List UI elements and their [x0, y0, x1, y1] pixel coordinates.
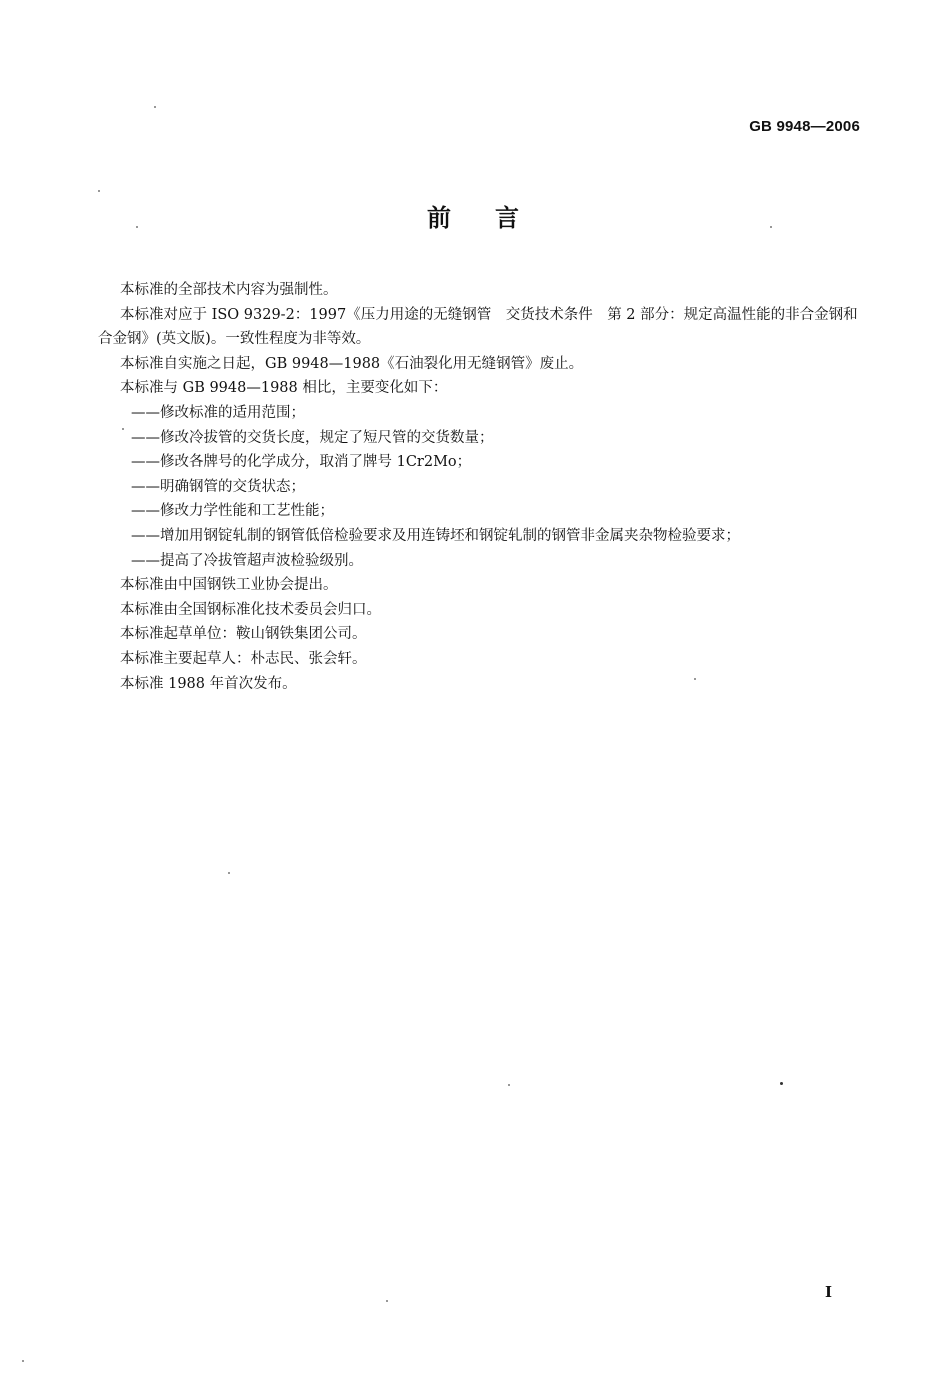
paragraph: 本标准 1988 年首次发布。 [120, 675, 297, 692]
scan-speck [780, 1082, 783, 1085]
page-number: I [824, 1283, 832, 1301]
change-list-item: ——提高了冷拔管超声波检验级别。 [131, 552, 363, 569]
paragraph: 本标准对应于 ISO 9329-2：1997《压力用途的无缝钢管 交货技术条件 第 2 部分：规定高温性能的非合金钢和合金钢》(英文版)。一致性程度为非等效。 [98, 306, 858, 348]
change-list-item: ——修改各牌号的化学成分，取消了牌号 1Cr2Mo； [131, 454, 472, 471]
scan-speck [154, 106, 156, 108]
page-title: 前言 [427, 204, 563, 232]
foreword-body [98, 278, 858, 696]
scan-speck [22, 1360, 24, 1362]
change-list-item: ——修改冷拔管的交货长度，规定了短尺管的交货数量； [131, 429, 494, 446]
change-list-item: ——增加用钢锭轧制的钢管低倍检验要求及用连铸坯和钢锭轧制的钢管非金属夹杂物检验要求； [131, 527, 740, 544]
scan-speck [386, 1300, 388, 1302]
paragraph: 本标准由中国钢铁工业协会提出。 [120, 577, 338, 594]
paragraph: 本标准主要起草人：朴志民、张会轩。 [120, 650, 367, 667]
scan-speck [694, 678, 696, 680]
paragraph: 本标准由全国钢标准化技术委员会归口。 [120, 601, 381, 618]
scan-speck [508, 1084, 510, 1086]
paragraph: 本标准自实施之日起，GB 9948—1988《石油裂化用无缝钢管》废止。 [120, 355, 584, 372]
scan-speck [770, 226, 772, 228]
scan-speck [98, 190, 100, 192]
scan-speck [136, 226, 138, 228]
change-list-item: ——修改标准的适用范围； [131, 404, 305, 421]
paragraph: 本标准与 GB 9948—1988 相比，主要变化如下： [120, 380, 448, 397]
scan-speck [228, 872, 230, 874]
paragraph: 本标准起草单位：鞍山钢铁集团公司。 [120, 626, 367, 643]
change-list-item: ——修改力学性能和工艺性能； [131, 503, 334, 520]
change-list-item: ——明确钢管的交货状态； [131, 478, 305, 495]
paragraph: 本标准的全部技术内容为强制性。 [120, 282, 338, 298]
document-id: GB 9948—2006 [749, 118, 860, 135]
scan-speck [122, 428, 124, 430]
